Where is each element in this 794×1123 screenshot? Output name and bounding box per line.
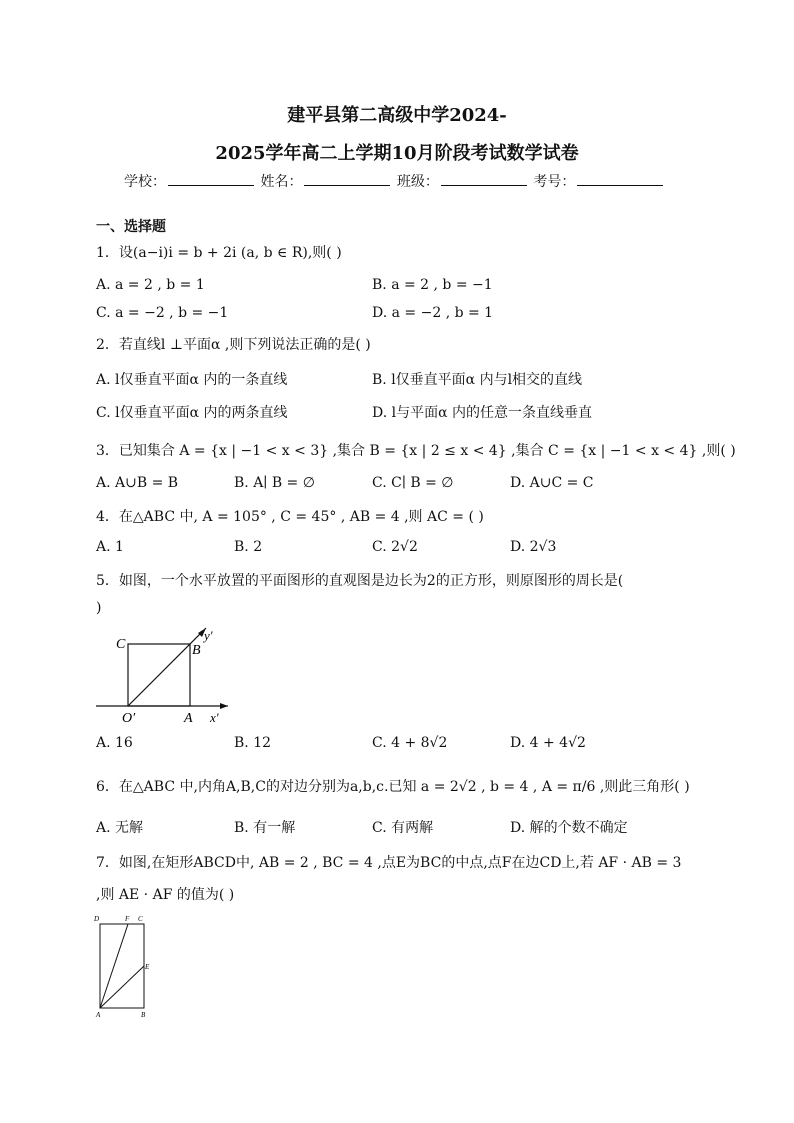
q4-option-c: C. 2√2 xyxy=(372,539,418,555)
label-c: C xyxy=(116,637,126,652)
rectangle-abcd xyxy=(100,924,144,1008)
q6-stem: 6．在△ABC 中,内角A,B,C的对边分别为a,b,c.已知 a = 2√2 , b = 4 , A = π/6 ,则此三角形( ) xyxy=(96,779,690,795)
name-blank[interactable] xyxy=(304,185,390,186)
q4-option-d: D. 2√3 xyxy=(510,539,557,555)
student-info-row xyxy=(124,171,665,191)
q5-figure xyxy=(94,624,234,728)
q1-option-b: B. a = 2 , b = −1 xyxy=(372,277,493,293)
exam-number-blank[interactable] xyxy=(577,185,663,186)
label-d: D xyxy=(94,915,100,923)
exam-number-label: 考号： xyxy=(533,174,576,190)
q7-stem-cont: ,则 AE · AF 的值为( ) xyxy=(96,887,235,903)
section-heading: 一、选择题 xyxy=(96,219,166,235)
q3-option-c: C. C∣ B = ∅ xyxy=(372,475,454,491)
q3-stem: 3．已知集合 A = {x | −1 < x < 3} ,集合 B = {x | 2 ≤ x < 4} ,集合 C = {x | −1 < x < 4} ,则( ) xyxy=(96,443,736,459)
name-label: 姓名： xyxy=(260,174,303,190)
q2-option-c: C. l仅垂直平面α 内的两条直线 xyxy=(96,405,288,421)
q2-option-a: A. l仅垂直平面α 内的一条直线 xyxy=(96,372,288,388)
label-b: B xyxy=(141,1011,146,1019)
q1-option-d: D. a = −2 , b = 1 xyxy=(372,305,494,321)
q6-option-b: B. 有一解 xyxy=(234,820,296,836)
q4-option-a: A. 1 xyxy=(96,539,124,555)
q7-stem: 7．如图,在矩形ABCD中, AB = 2 , BC = 4 ,点E为BC的中点,点F在边CD上,若 AF · AB = 3 xyxy=(96,855,682,871)
q4-stem: 4．在△ABC 中, A = 105° , C = 45° , AB = 4 ,则 AC = ( ) xyxy=(96,509,484,525)
label-f: F xyxy=(125,915,130,923)
label-a: A xyxy=(96,1011,101,1019)
label-x: x′ xyxy=(210,710,219,725)
label-y: y′ xyxy=(204,628,213,643)
school-label: 学校： xyxy=(124,174,166,190)
q3-option-b: B. A∣ B = ∅ xyxy=(234,475,315,491)
q5-stem: 5．如图，一个水平放置的平面图形的直观图是边长为2的正方形，则原图形的周长是( xyxy=(96,573,624,589)
q6-option-a: A. 无解 xyxy=(96,820,144,836)
q2-option-b: B. l仅垂直平面α 内与l相交的直线 xyxy=(372,372,583,388)
class-label: 班级： xyxy=(396,174,439,190)
class-blank[interactable] xyxy=(441,185,527,186)
q5-stem-cont: ) xyxy=(96,600,102,616)
q6-option-d: D. 解的个数不确定 xyxy=(510,820,628,836)
label-b: B xyxy=(192,643,201,658)
q5-option-b: B. 12 xyxy=(234,735,272,751)
q3-option-d: D. A∪C = C xyxy=(510,475,594,491)
q5-option-d: D. 4 + 4√2 xyxy=(510,735,586,751)
q1-option-a: A. a = 2 , b = 1 xyxy=(96,277,205,293)
q6-option-c: C. 有两解 xyxy=(372,820,434,836)
q3-option-a: A. A∪B = B xyxy=(96,475,179,491)
label-c: C xyxy=(138,915,143,923)
q5-option-a: A. 16 xyxy=(96,735,133,751)
q2-option-d: D. l与平面α 内的任意一条直线垂直 xyxy=(372,405,593,421)
segment-af xyxy=(100,924,128,1008)
q1-stem: 1．设(a−i)i = b + 2i (a, b ∈ R),则( ) xyxy=(96,245,342,261)
q7-figure xyxy=(92,912,156,1020)
q1-option-c: C. a = −2 , b = −1 xyxy=(96,305,229,321)
x-axis-arrow xyxy=(220,703,228,709)
q4-option-b: B. 2 xyxy=(234,539,263,555)
q2-stem: 2．若直线l ⊥平面α ,则下列说法正确的是( ) xyxy=(96,337,371,353)
label-a: A xyxy=(184,711,193,726)
y-axis xyxy=(128,628,206,706)
title-line-1: 建平县第二高级中学2024- xyxy=(287,105,507,126)
label-o: O′ xyxy=(122,711,136,726)
q5-option-c: C. 4 + 8√2 xyxy=(372,735,448,751)
label-e: E xyxy=(145,963,150,971)
school-blank[interactable] xyxy=(168,185,254,186)
title-line-2: 2025学年高二上学期10月阶段考试数学试卷 xyxy=(215,143,579,164)
